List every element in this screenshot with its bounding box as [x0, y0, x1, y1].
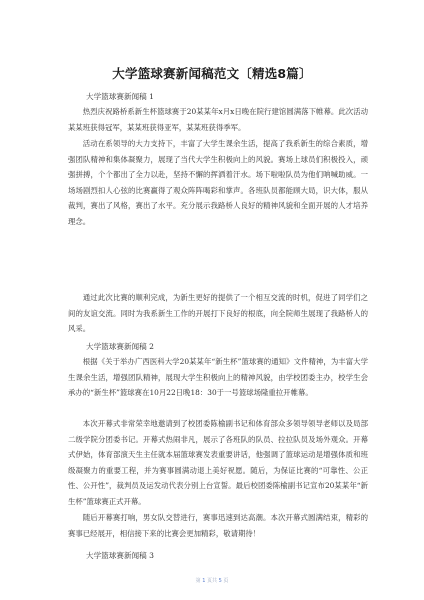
document-title: 大学篮球赛新闻稿范文〔精选8篇〕 — [112, 66, 312, 81]
total-page-count: 5 — [218, 578, 222, 584]
paragraph: 随后开幕赛打响，男女队交替进行，赛事迅速到达高潮。本次开幕式圆满结束，精彩的赛事已经展开，相信接下来的比赛会更加精彩，敬请期待！ — [68, 513, 368, 538]
footer-suffix: 页 — [223, 578, 229, 584]
section-heading-3: 大学篮球赛新闻稿 3 — [86, 551, 154, 560]
page-footer — [0, 577, 424, 584]
section-heading-1: 大学篮球赛新闻稿 1 — [86, 92, 154, 101]
paragraph: 通过此次比赛的顺利完成，为新生更好的提供了一个相互交流的时机，促进了同学们之间的友谊交流。同时为我系新生工作的开展打下良好的根底，向全院师生展现了我路桥人的风采。 — [68, 293, 368, 334]
paragraph: 本次开幕式非常荣幸地邀请到了校团委陈榆副书记和体育部众多领导领导老师以及局部二级学院分团委书记。开幕式热闹非凡，展示了各班队的队员、拉拉队员及场外观众。开幕式伊始，体育部演天生主任就本届篮球赛发表重要讲话，他强调了篮球运动是增强体质和班级凝聚力的重要工程，并为赛事圆满动退上美好祝愿。随后，为保证比赛的“可靠性、公正性、公开性”，裁判员及运发动代表分别上台宣誓。最后校团委陈榆副书记宣布20某某年“新生杯”篮球赛正式开幕。 — [68, 419, 368, 506]
paragraph: 活动在系领导的大力支持下，丰富了大学生课余生活，提高了我系新生的综合素质，增强团队精神和集体凝聚力，展现了当代大学生积极向上的风貌。赛场上球员们积极投入，顽强拼搏，个个都出了全力以赴，坚持不懈的挥洒着汗水。场下啦啦队员为他们呐喊助威。一场场剧烈扣人心弦的比赛赢得了观众阵阵喝彩和掌声。各班队员都能顾大局，识大体，服从裁判，赛出了风格，赛出了水平。充分展示我路桥人良好的精神风貌和全面开展的人才培养理念。 — [68, 139, 368, 226]
footer-prefix: 第 — [195, 578, 201, 584]
footer-middle: 页共 — [206, 578, 217, 584]
paragraph: 热烈庆祝路桥系新生杯篮球赛于20某某年x月x日晚在院行建馆圆满落下帷幕。此次活动某某班获得冠军，某某班获得亚军，某某班获得季军。 — [68, 107, 368, 132]
section-heading-2: 大学篮球赛新闻稿 2 — [86, 342, 154, 351]
current-page-number: 1 — [202, 578, 206, 584]
paragraph: 根据《关于举办广西医科大学20某某年“新生杯”篮球赛的通知》文件精神，为丰富大学生课余生活，增强团队精神，展现大学生积极向上的精神风貌，由学校团委主办，校学生会承办的“新生杯”篮球赛在10月22日晚18：30于一号篮球场隆重拉开帷幕。 — [68, 357, 368, 398]
